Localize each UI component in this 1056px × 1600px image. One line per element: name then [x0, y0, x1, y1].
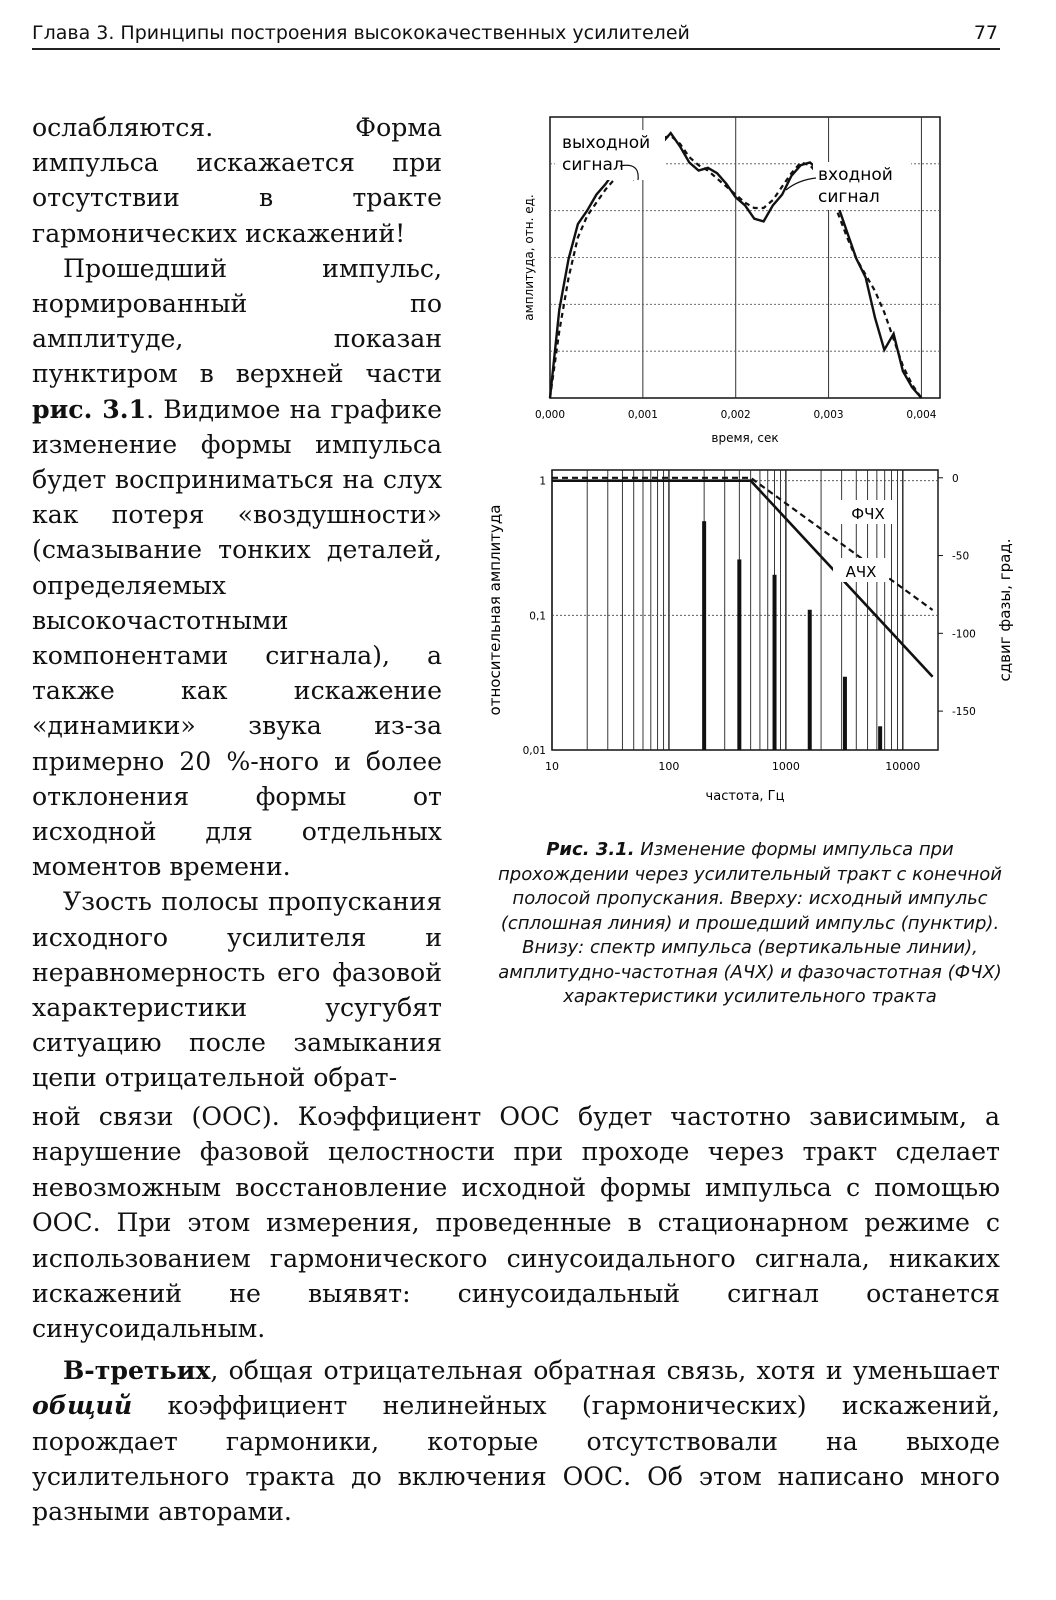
spectrum-bar — [773, 575, 777, 750]
top-x-tick-label: 0,001 — [627, 409, 658, 421]
paragraph-3-continued: ной связи (ООС). Коэффициент ООС будет частотно зависимым, а нарушение фазовой целостности при проходе через тракт сделает невозможным восстановление исходной формы импульса с помощью ООС. При этом измерения, проведенные в стационарном режиме с использованием гармонического синусоидального сигнала, никаких искажений не выявят: синусоидальный сигнал останется синусоидальным. — [32, 1102, 1000, 1344]
bottom-x-tick-label: 1000 — [771, 760, 800, 773]
output-annotation-line2: сигнал — [562, 155, 624, 175]
p4-text-b: коэффициент нелинейных (гармонических) искажений, порождает гармоники, которые отсутствовали на выходе усилительного тракта до включения ООС. Об этом написано много разными авторами. — [32, 1391, 1000, 1527]
phase-curve-label: ФЧХ — [851, 505, 885, 523]
bottom-x-axis-label: частота, Гц — [705, 789, 785, 804]
figure-reference: рис. 3.1 — [32, 393, 147, 424]
paragraph-4 — [32, 1353, 1000, 1530]
bottom-y2-tick-label: 0 — [952, 472, 959, 485]
input-annotation-line1: входной — [818, 165, 893, 185]
figure-caption — [490, 838, 1010, 1010]
spectrum-bar — [702, 521, 706, 750]
spectrum-bar — [843, 677, 847, 750]
bottom-x-tick-label: 100 — [658, 760, 680, 773]
spectrum-bar — [737, 559, 741, 750]
left-column-text — [32, 110, 442, 1096]
page-number: 77 — [973, 22, 998, 44]
running-header — [32, 14, 1000, 50]
figure-svg — [480, 100, 1040, 835]
paragraph-1: ослабляются. Форма импульса искажается при отсутствии в тракте гармонических искажений! — [32, 113, 442, 248]
top-x-axis-label: время, сек — [711, 431, 779, 445]
output-annotation-line1: выходной — [562, 133, 651, 153]
phase-response-line — [552, 478, 933, 610]
full-width-text — [32, 1099, 1000, 1530]
spectrum-bar — [878, 726, 882, 750]
caption-label: Рис. 3.1. — [546, 839, 635, 860]
bottom-y-tick-label: 1 — [539, 475, 546, 488]
bottom-y2-tick-label: -100 — [952, 628, 976, 641]
bottom-x-tick-label: 10000 — [885, 760, 921, 773]
p2-text-a: Прошедший импульс, нормированный по амплитуде, показан пунктиром в верхней части — [32, 253, 442, 389]
bottom-x-tick-label: 10 — [545, 760, 559, 773]
bottom-y2-tick-label: -50 — [952, 550, 970, 563]
bottom-y-tick-label: 0,01 — [522, 745, 546, 757]
bottom-y-tick-label: 0,1 — [529, 610, 546, 623]
top-x-tick-label: 0,004 — [906, 409, 937, 421]
p4-bold-italic: общий — [32, 1390, 133, 1421]
input-annotation-line2: сигнал — [818, 187, 880, 207]
chapter-title: Глава 3. Принципы построения высококачественных усилителей — [32, 22, 690, 44]
paragraph-2 — [32, 251, 442, 885]
p4-bold: В-третьих — [63, 1354, 211, 1385]
p4-text-a: , общая отрицательная обратная связь, хотя и уменьшает — [210, 1355, 1000, 1385]
spectrum-bar — [808, 610, 812, 750]
top-y-axis-label: амплитуда, отн. ед. — [522, 194, 536, 321]
caption-text: Изменение формы импульса при прохождении через усилительный тракт с конечной полосой пропускания. Вверху: исходный импульс (сплошная линия) и прошедший импульс (пунктир). Внизу: спектр импульса (вертикальные линии), амплитудно-частотная (АЧХ) и фазочастотная (ФЧХ) характеристики усилительного тракта — [498, 839, 1002, 1007]
top-x-tick-label: 0,000 — [534, 409, 566, 421]
bottom-y2-tick-label: -150 — [952, 706, 976, 719]
paragraph-3: Узость полосы пропускания исходного усилителя и неравномерность его фазовой характеристики усугубят ситуацию после замыкания цепи отрицательной обрат- — [32, 887, 442, 1093]
top-x-tick-label: 0,002 — [720, 409, 751, 421]
bottom-y-axis-label: относительная амплитуда — [486, 504, 504, 716]
top-x-tick-label: 0,003 — [813, 409, 844, 421]
amplitude-curve-label: АЧХ — [845, 563, 877, 581]
p2-text-b: . Видимое на графике изменение формы импульса будет восприниматься на слух как потеря «воздушности» (смазывание тонких деталей, определяемых высокочастотными компонентами сигнала), а также как искажение «динамики» звука из-за примерно 20 %-ного и более отклонения формы от исходной для отдельных моментов времени. — [32, 394, 442, 882]
bottom-y2-axis-label: сдвиг фазы, град. — [996, 538, 1014, 682]
